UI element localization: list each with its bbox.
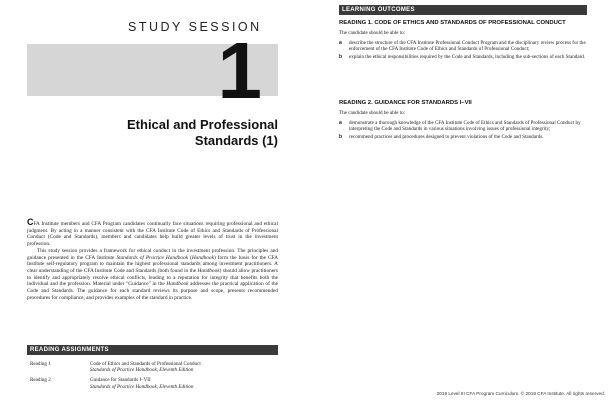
session-title-line2: Standards (1)	[194, 133, 278, 148]
outcome-letter: b	[339, 134, 343, 141]
intro-p2-text-5: addresses the practical application of the Code and Standards. The guidance for each standard reviews its purpose and scope, presents recommended procedures for compliance, and provides examples of the standard in practice.	[27, 281, 278, 301]
reading-2-outcomes	[339, 100, 587, 142]
right-page	[307, 0, 614, 408]
copyright-footer: 2019 Level III CFA Program Curriculum. © 2018 CFA Institute. All rights reserved.	[436, 391, 605, 396]
reading-assignments-list	[30, 361, 280, 394]
learning-outcomes-header: LEARNING OUTCOMES	[339, 5, 587, 15]
session-title	[60, 117, 278, 149]
reading-assignments-header: READING ASSIGNMENTS	[27, 345, 278, 355]
reading-2-title: READING 2. GUIDANCE FOR STANDARDS I–VII	[339, 100, 472, 106]
intro-p2-italic-3: Handbook	[197, 267, 220, 274]
reading-2-lead: The candidate should be able to:	[339, 110, 406, 117]
outcome-text: explain the ethical responsibilities required by the Code and Standards, including the sub-sections of each Standard.	[349, 54, 586, 61]
outcome-text: demonstrate a thorough knowledge of the CFA Institute Code of Ethics and Standards of Professional Conduct by interpreting the Code and Standards in various situations involving issues of professional integrity;	[349, 119, 581, 132]
outcome-letter: b	[339, 54, 343, 61]
reading-assignment-title: Code of Ethics and Standards of Professional Conduct	[90, 361, 201, 367]
intro-p2-italic-2: Handbook	[191, 254, 214, 261]
outcome-item	[339, 120, 587, 132]
reading-assignment-body	[90, 377, 280, 389]
reading-assignment-source: Standards of Practice Handbook, Eleventh Edition	[90, 383, 194, 390]
reading-assignment-row	[30, 361, 280, 373]
intro-p2-text-1: This study session provides a framework for ethical conduct in the investment profession. The principles and guidance presented in the CFA Institute	[27, 247, 278, 261]
reading-assignment-label: Reading 2	[30, 377, 51, 384]
dropcap: C	[27, 217, 34, 227]
reading-assignment-source: Standards of Practice Handbook, Eleventh Edition	[90, 367, 194, 374]
reading-1-outcomes	[339, 20, 587, 62]
intro-p2-italic-4: Handbook	[166, 281, 189, 288]
intro-p2-text-3: ) form the basis for the CFA Institute self-regulatory program to maintain the highest professional standards among investment practitioners. A clear understanding of the CFA Institute Code and Standards (both found in the	[27, 254, 279, 274]
outcome-text: recommend practices and procedures designed to prevent violations of the Code and Standards.	[349, 134, 544, 141]
outcome-item	[339, 134, 587, 140]
intro-p2-text-4: ) should allow practitioners to identify and appropriately resolve ethical conflicts, leading to a reputation for integrity that benefits both the individual and the profession. Material under "Guidance" in the	[27, 267, 278, 288]
reading-1-title: READING 1. CODE OF ETHICS AND STANDARDS OF PROFESSIONAL CONDUCT	[339, 20, 566, 26]
reading-assignment-title: Guidance for Standards I–VII	[90, 377, 151, 384]
intro-paragraph-1	[27, 219, 278, 248]
reading-assignment-row	[30, 377, 280, 389]
outcome-letter: a	[339, 39, 342, 46]
session-title-line1: Ethical and Professional	[127, 117, 278, 132]
outcome-letter: a	[339, 119, 342, 126]
intro-paragraph-1-text: FA Institute members and CFA Program candidates continually face situations requiring professional and ethical judgment. By acting in a manner consistent with the CFA Institute Code of Ethics and Standards of Professional Conduct (Code and Standards), members and candidates help build greater levels of trust in the investment profession.	[27, 221, 278, 248]
outcome-item	[339, 54, 587, 60]
intro-p2-text-2: (	[188, 254, 192, 261]
outcome-text: describe the structure of the CFA Institute Professional Conduct Program and the disciplinary review process for the enforcement of the CFA Institute Code of Ethics and Standards of Professional Conduct;	[349, 39, 586, 52]
session-number: 1	[217, 26, 262, 115]
intro-p2-italic-1: Standards of Practice Handbook	[116, 254, 189, 261]
outcome-item	[339, 40, 587, 52]
intro-text	[27, 219, 278, 301]
study-session-label: STUDY SESSION	[128, 20, 262, 34]
reading-assignment-label: Reading 1	[30, 361, 51, 367]
reading-1-lead: The candidate should be able to:	[339, 30, 406, 37]
intro-paragraph-2	[27, 248, 278, 302]
reading-assignment-body	[90, 361, 280, 373]
